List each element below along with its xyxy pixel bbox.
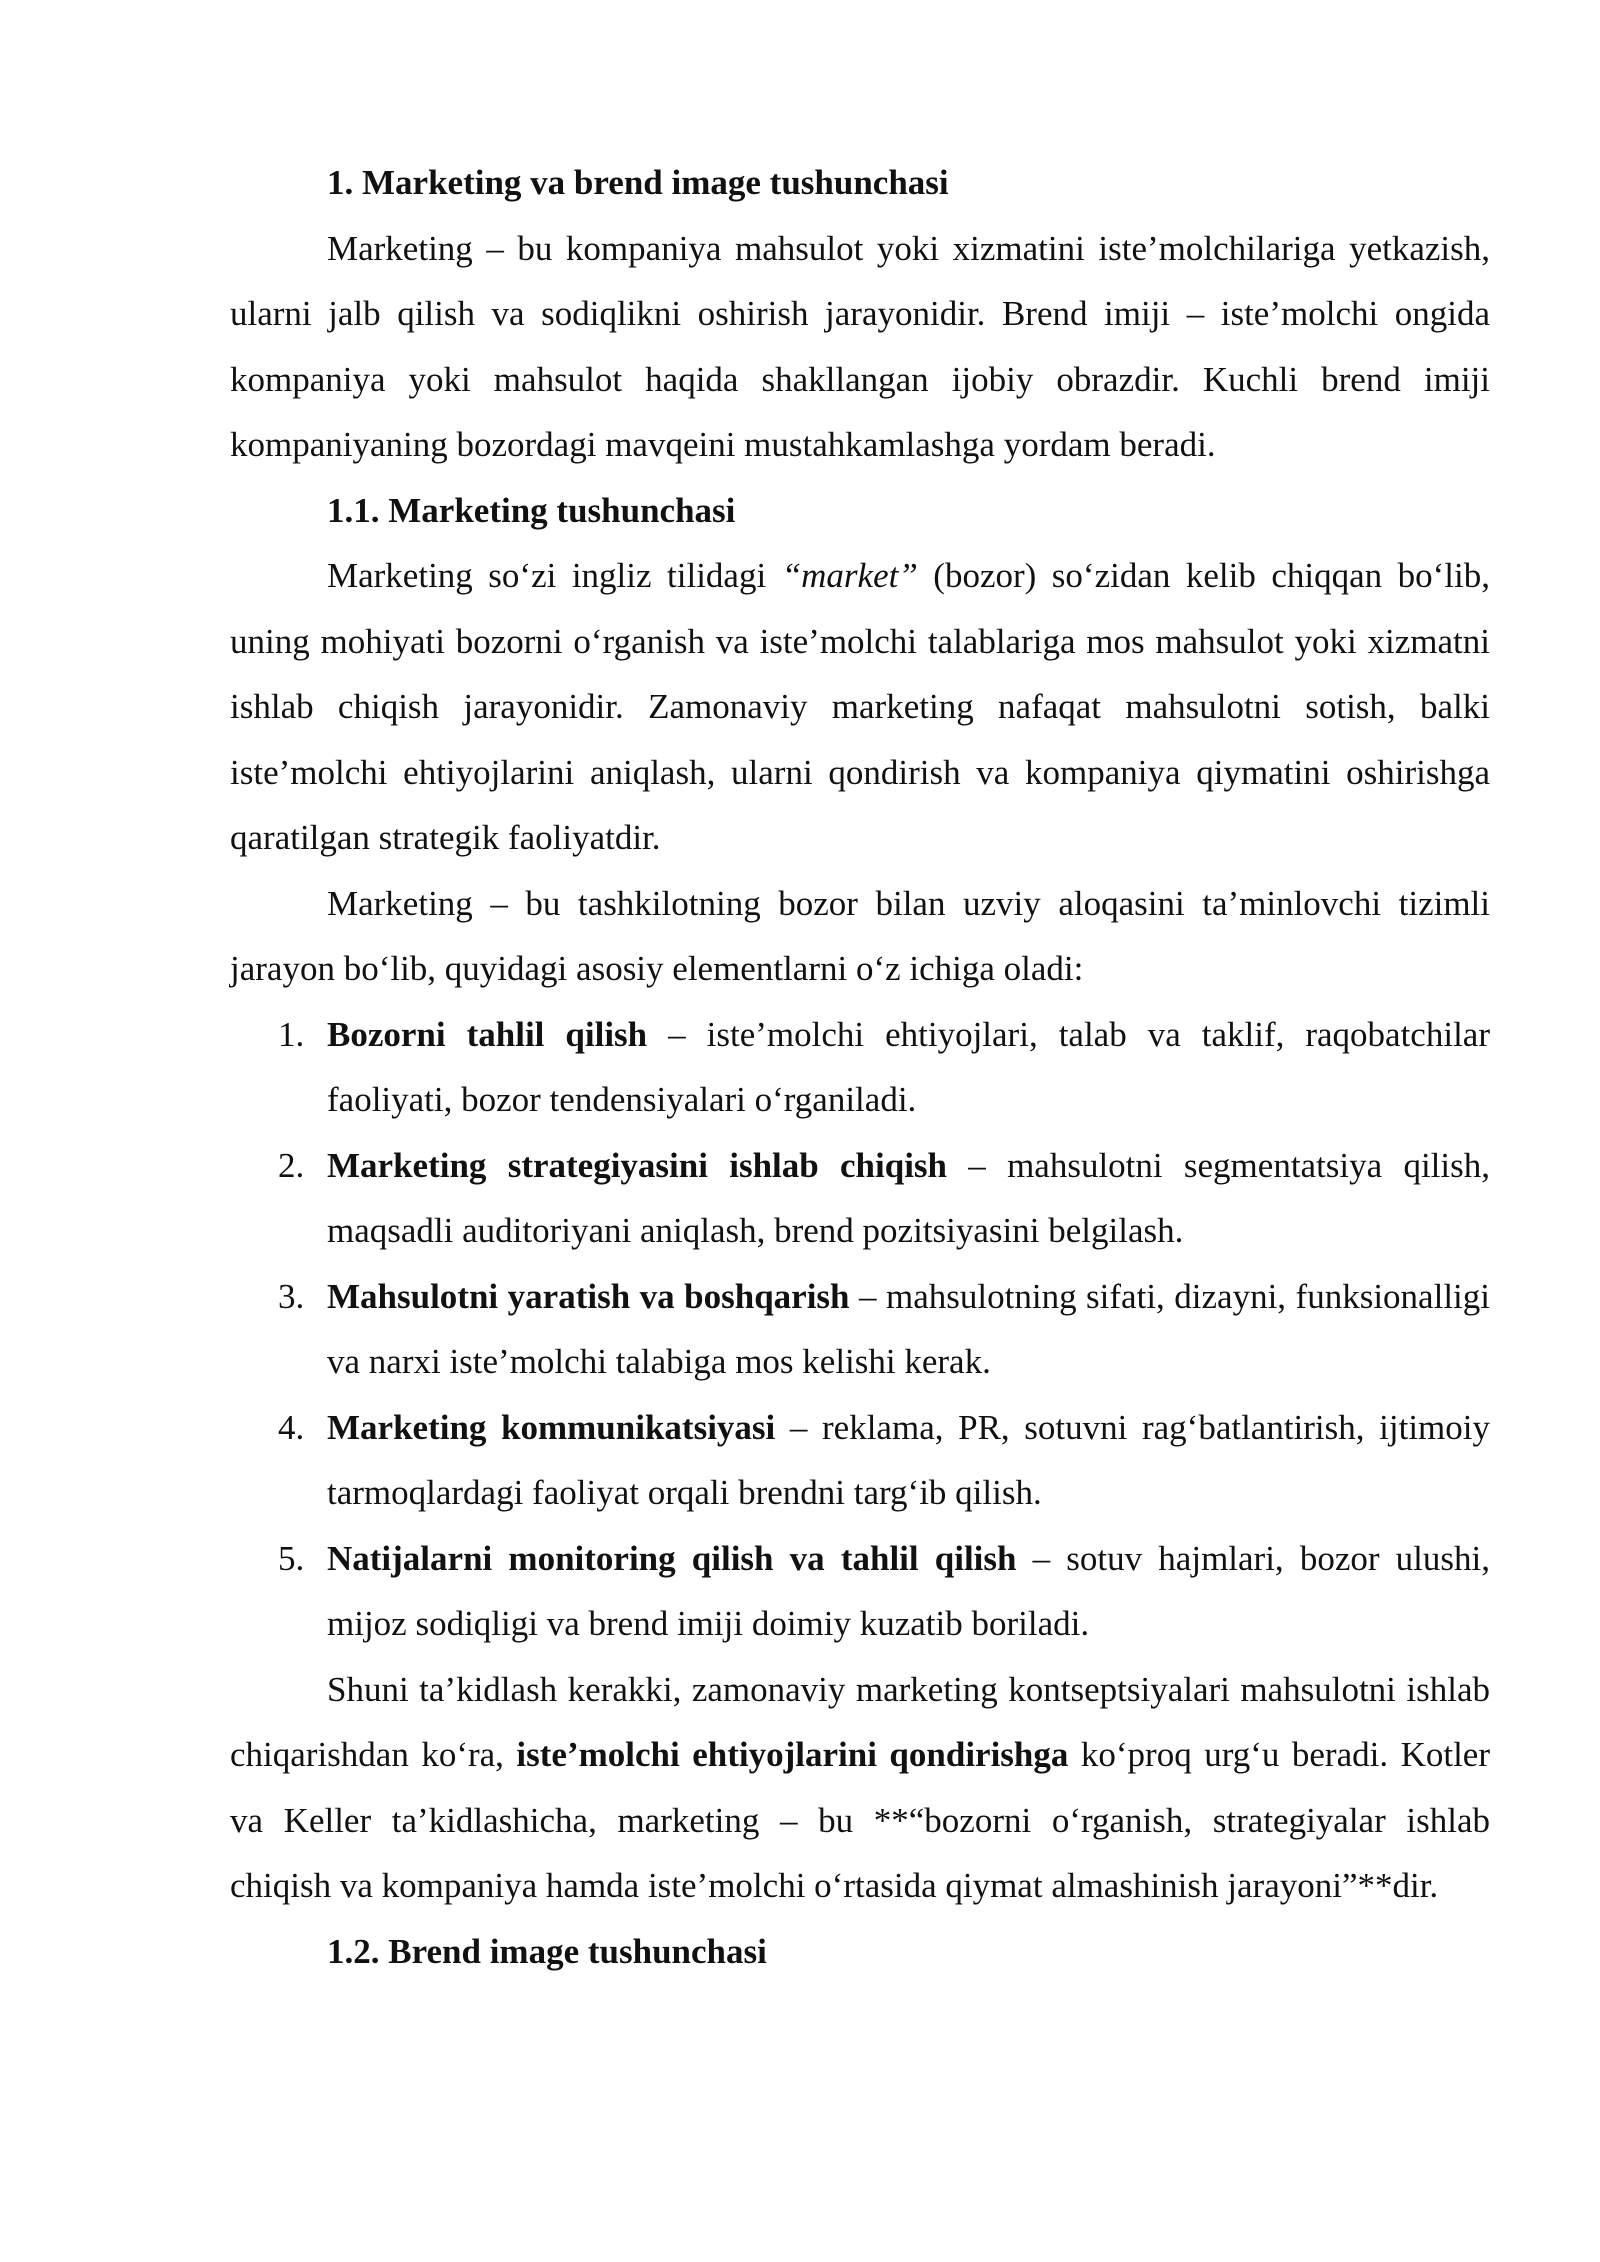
- marketing-elements-list: [230, 1002, 1490, 1657]
- paragraph-kotler-keller: [230, 1657, 1490, 1919]
- list-item-text: – iste’molchi ehtiyojlari, talab va taklif, raqobatchilar faoliyati, bozor tendensiyalari o‘rganiladi.: [327, 1014, 1490, 1119]
- list-number: 4.: [278, 1407, 305, 1447]
- list-item-title: Marketing kommunikatsiyasi: [327, 1407, 776, 1447]
- paragraph-marketing-definition: Marketing – bu kompaniya mahsulot yoki xizmatini iste’molchilariga yetkazish, ularni jalb qilish va sodiqlikni oshirish jarayonidir. Brend imiji – iste’molchi ongida kompaniya yoki mahsulot haqida shakllangan ijobiy obrazdir. Kuchli brend imiji kompaniyaning bozordagi mavqeini mustahkamlashga yordam beradi.: [230, 228, 1490, 464]
- list-item-text: – reklama, PR, sotuvni rag‘batlantirish, ijtimoiy tarmoqlardagi faoliyat orqali brendni targ‘ib qilish.: [327, 1407, 1490, 1512]
- list-number: 5.: [278, 1538, 305, 1578]
- list-item-title: Marketing strategiyasini ishlab chiqish: [327, 1145, 948, 1185]
- list-item: [230, 1002, 1490, 1133]
- list-item-text: – sotuv hajmlari, bozor ulushi, mijoz sodiqligi va brend imiji doimiy kuzatib boriladi.: [327, 1538, 1490, 1643]
- list-item: [230, 1395, 1490, 1526]
- document-page: [230, 150, 1490, 1984]
- list-number: 3.: [278, 1276, 305, 1316]
- text-run: Shuni ta’kidlash kerakki, zamonaviy marketing kontseptsiyalari mahsulotni ishlab chiqarishdan ko‘ra,: [230, 1669, 1490, 1774]
- list-item-title: Mahsulotni yaratish va boshqarish: [327, 1276, 850, 1316]
- text-run: (bozor) so‘zidan kelib chiqqan bo‘lib, uning mohiyati bozorni o‘rganish va iste’molchi talablariga mos mahsulot yoki xizmatni ishlab chiqish jarayonidir. Zamonaviy marketing nafaqat mahsulotni sotish, balki iste’molchi ehtiyojlarini aniqlash, ularni qondirish va kompaniya qiymatini oshirishga qaratilgan strategik faoliyatdir.: [230, 556, 1490, 857]
- list-item-title: Natijalarni monitoring qilish va tahlil qilish: [327, 1538, 1017, 1578]
- text-run: Marketing so‘zi ingliz tilidagi: [327, 556, 782, 595]
- list-item: [230, 1264, 1490, 1395]
- text-run: ko‘proq urg‘u beradi. Kotler va Keller ta’kidlashicha, marketing – bu **“bozorni o‘rganish, strategiyalar ishlab chiqish va kompaniya hamda iste’molchi o‘rtasida qiymat almashinish jarayoni”**dir.: [230, 1735, 1490, 1905]
- bold-phrase: iste’molchi ehtiyojlarini qondirishga: [516, 1735, 1069, 1774]
- section-heading-1-2: 1.2. Brend image tushunchasi: [327, 1931, 767, 1971]
- section-heading-1-1: 1.1. Marketing tushunchasi: [327, 490, 736, 530]
- list-item-text: – mahsulotni segmentatsiya qilish, maqsadli auditoriyani aniqlash, brend pozitsiyasini belgilash.: [327, 1145, 1491, 1250]
- list-item: [230, 1526, 1490, 1657]
- list-item-text: – mahsulotning sifati, dizayni, funksionalligi va narxi iste’molchi talabiga mos kelishi kerak.: [327, 1276, 1490, 1381]
- list-number: 2.: [278, 1145, 305, 1185]
- list-item-title: Bozorni tahlil qilish: [327, 1014, 648, 1054]
- italic-term: “market”: [781, 556, 918, 595]
- list-item: [230, 1133, 1490, 1264]
- paragraph-marketing-system: Marketing – bu tashkilotning bozor bilan uzviy aloqasini ta’minlovchi tizimli jarayon bo‘lib, quyidagi asosiy elementlarni o‘z ichiga oladi:: [230, 883, 1490, 988]
- list-number: 1.: [278, 1014, 305, 1054]
- paragraph-marketing-origin: [230, 543, 1490, 871]
- section-heading-1: 1. Marketing va brend image tushunchasi: [327, 163, 949, 202]
